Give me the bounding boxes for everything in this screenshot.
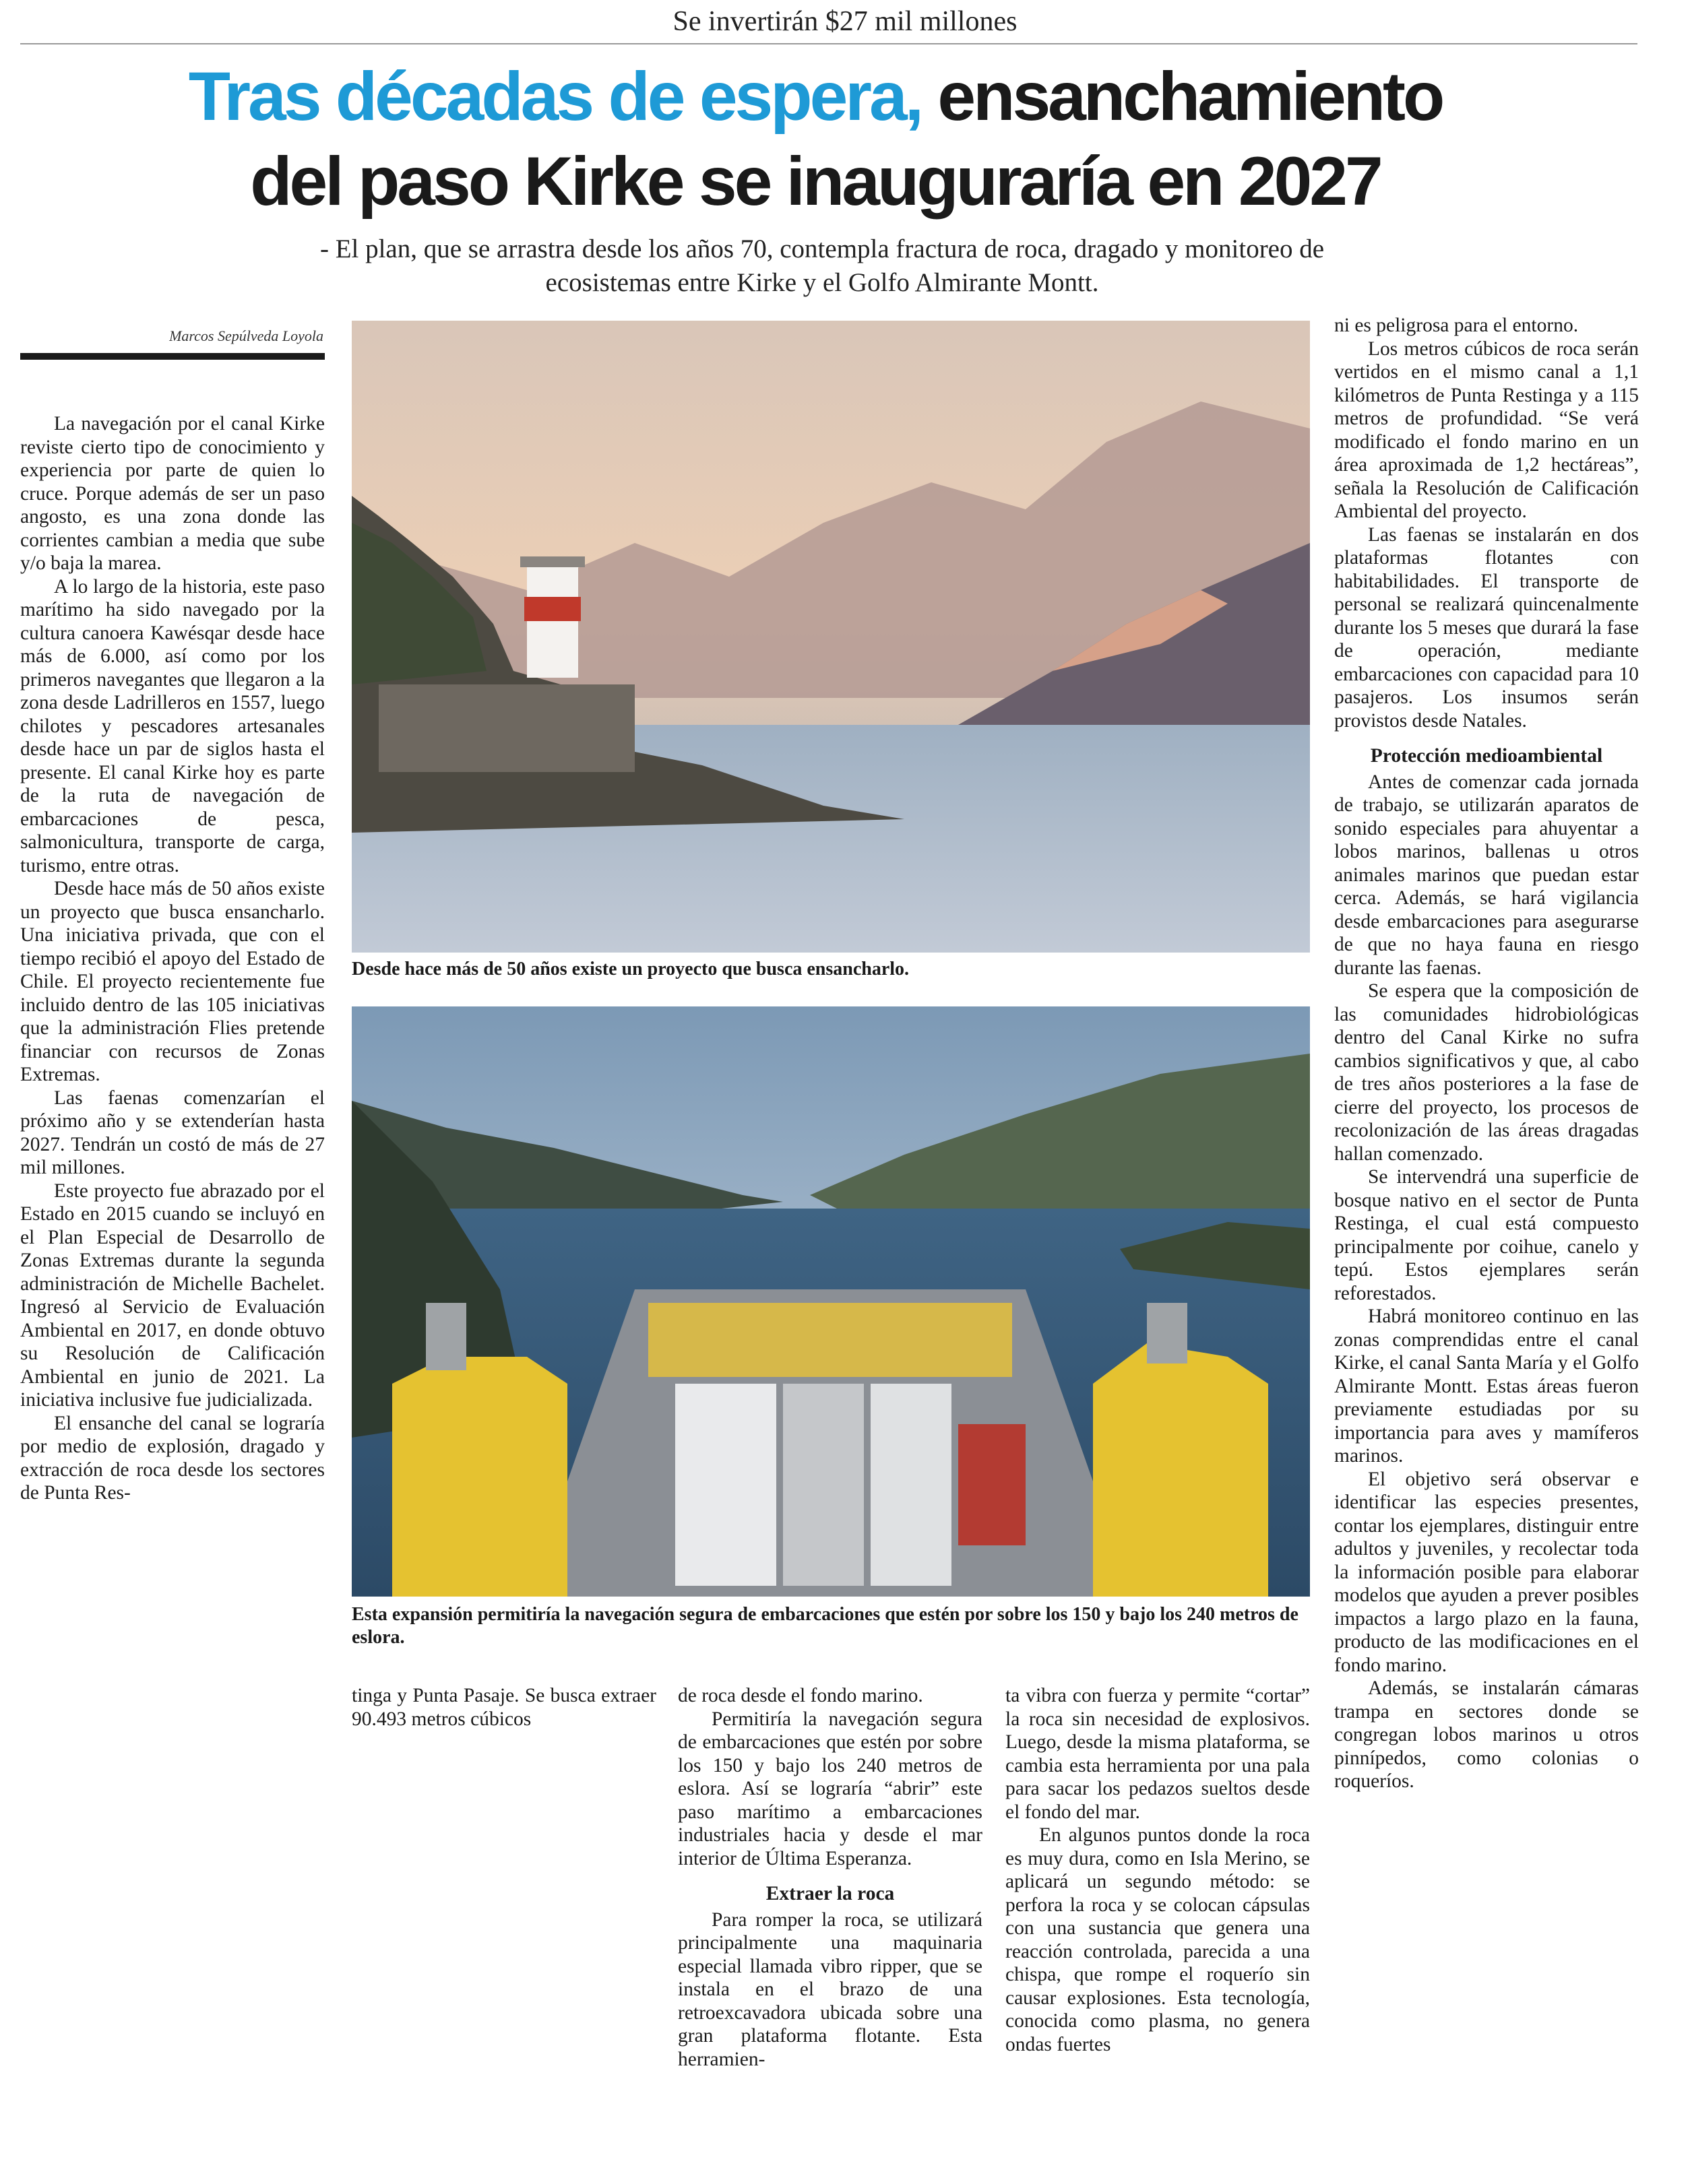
paragraph: Para romper la roca, se utilizará principalmente una maquinaria especial llamada vibro ripper, que se instala en el brazo de una retroexcavadora ubicada sobre una gran plataforma flotante. Esta herramien- bbox=[678, 1908, 982, 2070]
paragraph: Desde hace más de 50 años existe un proyecto que busca ensancharlo. Una iniciativa privada, que con el tiempo recibió el apoyo del Estado de Chile. El proyecto recientemente fue incluido dentro de las 105 iniciativas que la administración Flies pretende financiar con recursos de Zonas Extremas. bbox=[20, 878, 325, 1085]
paragraph: Las faenas se instalarán en dos plataformas flotantes con habitabilidades. El transporte de personal se realizará quincenalmente durante los 5 meses que durará la fase de operación, mediante embarcaciones con capacidad para 10 pasajeros. Los insumos serán provistos desde Natales. bbox=[1334, 523, 1639, 732]
column-5 bbox=[1334, 314, 1639, 2160]
paragraph: En algunos puntos donde la roca es muy dura, como en Isla Merino, se aplicará un segundo método: se perfora la roca y se colocan cápsulas con una sustancia que genera una reacción controlada, parecida a una chispa, que rompe el roquerío sin causar explosiones. Esta tecnología, conocida como plasma, no genera ondas fuertes bbox=[1005, 1824, 1310, 2055]
paragraph: Antes de comenzar cada jornada de trabajo, se utilizarán aparatos de sonido especiales para ahuyentar a lobos marinos, ballenas u otros animales marinos que puedan estar cerca. Además, se hará vigilancia desde embarcaciones para asegurarse de que no haya fauna en riesgo durante las faenas. bbox=[1334, 771, 1639, 979]
section-heading-extraer-la-roca: Extraer la roca bbox=[765, 1883, 895, 1904]
kicker: Se invertirán $27 mil millones bbox=[672, 6, 1018, 37]
paragraph: El ensanche del canal se lograría por medio de explosión, dragado y extracción de roca desde los sectores de Punta Res- bbox=[20, 1412, 325, 1504]
top-rule bbox=[20, 43, 1637, 44]
paragraph: La navegación por el canal Kirke reviste cierto tipo de conocimiento y experiencia por parte de quien lo cruce. Porque además de ser un paso angosto, es una zona donde las corrientes cambian a media que sube y/o baja la marea. bbox=[20, 413, 325, 574]
paragraph: Los metros cúbicos de roca serán vertidos en el mismo canal a 1,1 kilómetros de Punta Restinga y a 115 metros de profundidad. “Se verá modificado el fondo marino en un área aproximada de 1,2 hectáreas”, señala la Resolución de Calificación Ambiental del proyecto. bbox=[1334, 338, 1639, 522]
photo-caption: Esta expansión permitiría la navegación segura de embarcaciones que estén por sobre los 150 y bajo los 240 metros de eslora. bbox=[352, 1604, 1298, 1648]
headline-line2: del paso Kirke se inauguraría en 2027 bbox=[250, 143, 1381, 220]
headline bbox=[54, 54, 1577, 224]
ferry-photo-illustration bbox=[352, 1006, 1310, 1597]
paragraph: Habrá monitoreo continuo en las zonas comprendidas entre el canal Kirke, el canal Santa María y el Golfo Almirante Montt. Estas áreas fueron previamente estudiadas por su importancia para aves y mamíferos marinos. bbox=[1334, 1306, 1639, 1467]
paragraph: tinga y Punta Pasaje. Se busca extraer 90.493 metros cúbicos bbox=[352, 1685, 656, 1730]
photo-lighthouse bbox=[352, 321, 1310, 953]
paragraph: Se espera que la composición de las comunidades hidrobiológicas dentro del Canal Kirke no sufra cambios significativos y que, al cabo de tres años posteriores a la fase de cierre del proyecto, los procesos de recolonización de las áreas dragadas hallan comenzado. bbox=[1334, 980, 1639, 1165]
paragraph: Las faenas comenzarían el próximo año y se extenderían hasta 2027. Tendrán un costó de más de 27 mil millones. bbox=[20, 1087, 325, 1178]
byline-rule bbox=[20, 353, 325, 360]
section-heading-proteccion-medioambiental: Protección medioambiental bbox=[1370, 745, 1603, 767]
photo-ferry bbox=[352, 1006, 1310, 1597]
paragraph: ta vibra con fuerza y permite “cortar” la roca sin necesidad de explosivos. Luego, desde la misma plataforma, se cambia esta herramienta por una pala para sacar los pedazos sueltos desde el fondo del mar. bbox=[1005, 1685, 1310, 1823]
lighthouse-photo-illustration bbox=[352, 321, 1310, 953]
paragraph: Permitiría la navegación segura de embarcaciones que estén por sobre los 150 y bajo los 240 metros de eslora. Así se lograría “abrir” este paso marítimo a embarcaciones industriales hacia y desde el mar interior de Última Esperanza. bbox=[678, 1708, 982, 1869]
subtitle: - El plan, que se arrastra desde los años 70, contempla fractura de roca, dragado y monitoreo de ecosistemas entre Kirke y el Golfo Almirante Montt. bbox=[319, 234, 1325, 297]
column-4 bbox=[1005, 1684, 1310, 2056]
byline: Marcos Sepúlveda Loyola bbox=[169, 327, 323, 344]
paragraph: Este proyecto fue abrazado por el Estado en 2015 cuando se incluyó en el Plan Especial de Desarrollo de Zonas Extremas durante la segunda administración de Michelle Bachelet. Ingresó al Servicio de Evaluación Ambiental en 2017, en donde obtuvo su Resolución de Calificación Ambiental en junio de 2021. La iniciativa inclusive fue judicializada. bbox=[20, 1180, 325, 1411]
headline-accent: Tras décadas de espera, bbox=[188, 58, 922, 135]
paragraph: Se intervendrá una superficie de bosque nativo en el sector de Punta Restinga, el cual está compuesto principalmente por coihue, canelo y tepú. Estos ejemplares serán reforestados. bbox=[1334, 1166, 1639, 1304]
paragraph: El objetivo será observar e identificar las especies presentes, contar los ejemplares, distinguir entre adultos y juveniles, y recolectar toda la información posible para elaborar modelos que ayuden a prever posibles impactos a largo plazo en la fauna, producto de las modificaciones en el fondo marino. bbox=[1334, 1468, 1639, 1676]
paragraph: ni es peligrosa para el entorno. bbox=[1334, 315, 1579, 336]
column-2 bbox=[352, 1684, 656, 1731]
paragraph: Además, se instalarán cámaras trampa en sectores donde se congregan lobos marinos u otros pinnípedos, como colonias o roqueríos. bbox=[1334, 1677, 1639, 1792]
headline-line1-rest: ensanchamiento bbox=[937, 58, 1443, 135]
column-3 bbox=[678, 1684, 982, 2071]
paragraph: de roca desde el fondo marino. bbox=[678, 1685, 923, 1706]
photo-caption: Desde hace más de 50 años existe un proyecto que busca ensancharlo. bbox=[352, 959, 910, 979]
column-1 bbox=[20, 412, 325, 1733]
paragraph: A lo largo de la historia, este paso marítimo ha sido navegado por la cultura canoera Kawésqar desde hace más de 6.000, así como por los primeros navegantes que llegaron a la zona desde Ladrilleros en 1557, luego chilotes y pescadores artesanales desde hace un par de siglos hasta el presente. El canal Kirke hoy es parte de la ruta de navegación de embarcaciones de pesca, salmonicultura, transporte de carga, turismo, entre otras. bbox=[20, 575, 325, 876]
